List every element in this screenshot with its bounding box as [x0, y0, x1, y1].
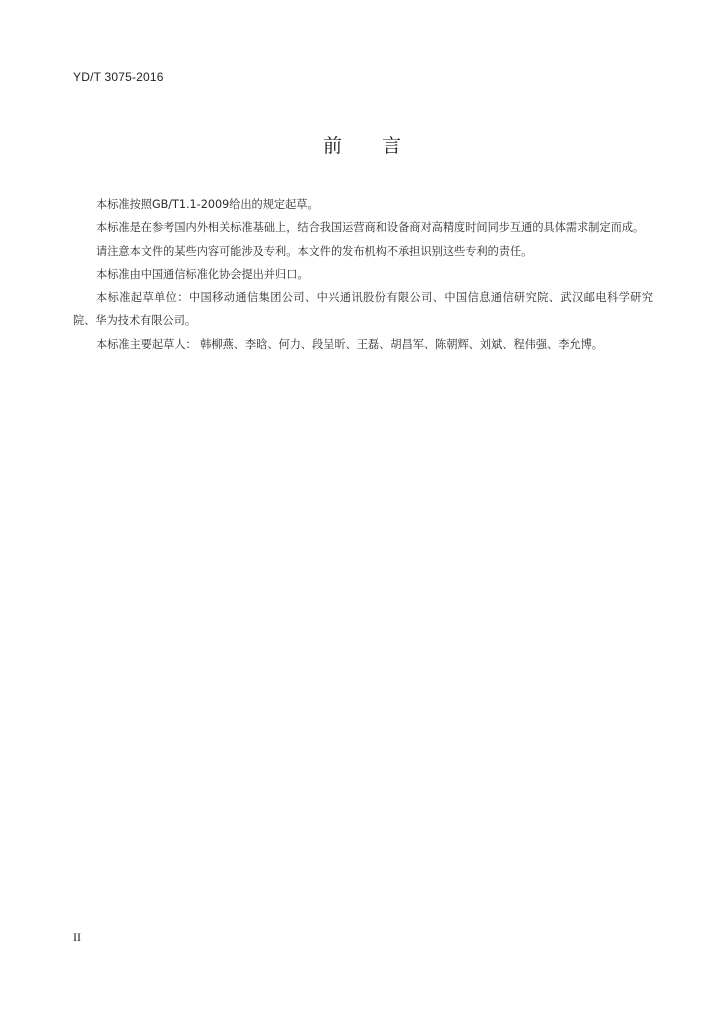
document-code: YD/T 3075-2016 [73, 70, 164, 84]
title-char-1: 前 [322, 135, 342, 157]
paragraph-drafting-units: 本标准起草单位：中国移动通信集团公司、中兴通讯股份有限公司、中国信息通信研究院、武汉邮电科学研究院、华为技术有限公司。 [73, 291, 653, 328]
page-number: II [73, 930, 81, 944]
paragraph-patent-notice: 请注意本文件的某些内容可能涉及专利。本文件的发布机构不承担识别这些专利的责任。 [96, 244, 533, 258]
paragraph-drafters: 本标准主要起草人： 韩柳燕、李晗、何力、段呈昕、王磊、胡昌军、陈朝辉、刘斌、程伟强、李允博。 [96, 337, 603, 351]
paragraph-drafting-rules: 本标准按照GB/T1.1-2009给出的规定起草。 [96, 198, 319, 211]
foreword-body [73, 193, 653, 356]
paragraph-basis: 本标准是在参考国内外相关标准基础上，结合我国运营商和设备商对高精度时间同步互通的具体需求制定而成。 [96, 221, 645, 235]
title-char-2: 言 [382, 135, 402, 157]
paragraph-proposer: 本标准由中国通信标准化协会提出并归口。 [96, 267, 309, 281]
page-title [0, 131, 724, 158]
